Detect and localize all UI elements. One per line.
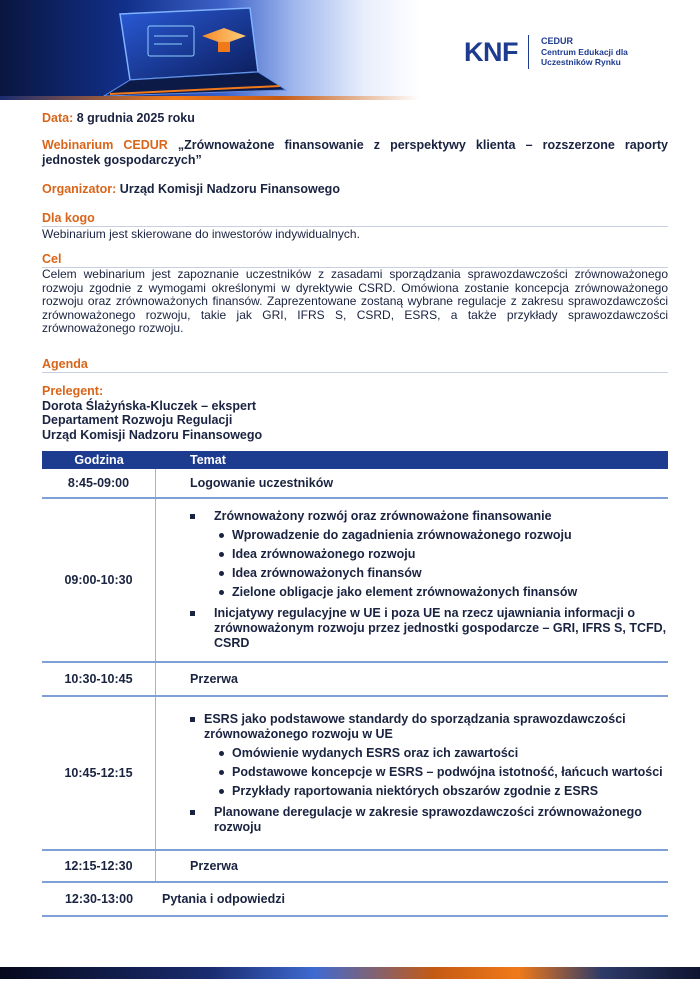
- table-row: [42, 499, 668, 663]
- sub-list-item-text: Idea zrównoważonych finansów: [232, 566, 422, 580]
- dot-bullet-icon: [219, 770, 224, 775]
- list-item-text: ESRS jako podstawowe standardy do sporządzania sprawozdawczości zrównoważonego rozwoju w UE: [204, 711, 626, 741]
- agenda-heading: Agenda: [42, 357, 668, 373]
- date-value: 8 grudnia 2025 roku: [76, 111, 195, 125]
- list-item-text: Zrównoważony rozwój oraz zrównoważone finansowanie: [214, 509, 552, 523]
- sub-list-item-text: Przykłady raportowania niektórych obszarów zgodnie z ESRS: [232, 783, 599, 798]
- speaker-block: [42, 384, 262, 442]
- sub-list-item: [156, 585, 668, 600]
- sub-list-item: [156, 547, 668, 562]
- row-time: 10:45-12:15: [42, 697, 156, 849]
- organizer-value: Urząd Komisji Nadzoru Finansowego: [119, 182, 340, 196]
- list-item-text: Inicjatywy regulacyjne w UE i poza UE na rzecz ujawniania informacji o zrównoważonym rozwoju przez jednostki gospodarcze – GRI, IFRS S, TCFD, CSRD: [214, 606, 667, 650]
- speaker-label: Prelegent:: [42, 384, 104, 398]
- table-row: [42, 697, 668, 851]
- webinar-title-text: „Zrównoważone finansowanie z perspektywy klienta – rozszerzone raporty jednostek gospodarczych”: [42, 138, 668, 167]
- dot-bullet-icon: [219, 552, 224, 557]
- dot-bullet-icon: [219, 789, 224, 794]
- sub-list-item-text: Omówienie wydanych ESRS oraz ich zawartości: [232, 745, 519, 760]
- organizer: [42, 182, 340, 196]
- sub-list-item: [156, 566, 668, 581]
- sub-list-item: [156, 765, 668, 780]
- table-row: [42, 883, 668, 917]
- row-topic: Przerwa: [190, 859, 238, 873]
- knf-logo: [464, 34, 628, 70]
- agenda-table-header: [42, 451, 668, 469]
- dot-bullet-icon: [219, 751, 224, 756]
- knf-logo-mark: KNF: [464, 36, 518, 67]
- table-row: [42, 469, 668, 499]
- dot-bullet-icon: [219, 571, 224, 576]
- event-date: [42, 111, 195, 125]
- cedur-line-1: Centrum Edukacji dla: [541, 46, 628, 57]
- row-topic: Przerwa: [190, 672, 238, 686]
- sub-list-item: [156, 528, 668, 543]
- sub-list-item-text: Wprowadzenie do zagadnienia zrównoważonego rozwoju: [232, 528, 572, 542]
- header-stripe: [0, 96, 700, 100]
- sub-list-item: [156, 784, 668, 799]
- cedur-line-2: Uczestników Rynku: [541, 57, 621, 68]
- logo-divider: [528, 35, 529, 69]
- sub-list-item-text: Zielone obligacje jako element zrównoważonych finansów: [232, 585, 578, 599]
- goal-heading: Cel: [42, 252, 668, 268]
- square-bullet-icon: [190, 611, 195, 616]
- audience-heading: Dla kogo: [42, 211, 668, 227]
- square-bullet-icon: [190, 514, 195, 519]
- row-time: 10:30-10:45: [42, 663, 156, 695]
- row-time: 09:00-10:30: [42, 499, 156, 661]
- agenda-table: [42, 451, 668, 917]
- column-header-topic: Temat: [190, 453, 226, 467]
- audience-text: Webinarium jest skierowane do inwestorów indywidualnych.: [42, 227, 360, 241]
- laptop-illustration: [90, 6, 290, 98]
- date-label: Data:: [42, 111, 74, 125]
- organizer-label: Organizator:: [42, 182, 117, 196]
- dot-bullet-icon: [219, 590, 224, 595]
- row-topic: [156, 499, 668, 661]
- row-topic: Logowanie uczestników: [190, 476, 334, 490]
- webinar-label: Webinarium CEDUR: [42, 138, 168, 152]
- goal-text: Celem webinarium jest zapoznanie uczestników z zasadami sporządzania sprawozdawczości zrównoważonego rozwoju zgodnie z wymogami określonymi w dyrektywie CSRD. Omówiona zostanie koncepcja zrównoważonego rozwoju oraz zrównoważonych finansów. Zaprezentowane zostaną wybrane regulacje z zakresu sprawozdawczości zrównoważonego rozwoju, takie jak GRI, IFRS S, CSRD, ESRS, a także przykłady sprawozdawczości zrównoważonego rozwoju.: [42, 267, 668, 336]
- cedur-logo-text: [541, 36, 628, 68]
- speaker-office: Urząd Komisji Nadzoru Finansowego: [42, 427, 263, 442]
- footer-bar: [0, 967, 700, 979]
- dot-bullet-icon: [219, 533, 224, 538]
- list-item: [156, 805, 668, 835]
- table-row: [42, 663, 668, 697]
- row-topic: [156, 697, 668, 849]
- speaker-department: Departament Rozwoju Regulacji: [42, 413, 233, 427]
- table-row: [42, 851, 668, 883]
- sub-list-item-text: Podstawowe koncepcje w ESRS – podwójna istotność, łańcuch wartości: [232, 764, 663, 779]
- row-time: 12:15-12:30: [42, 851, 156, 881]
- row-topic: Pytania i odpowiedzi: [162, 892, 285, 906]
- row-time: 8:45-09:00: [42, 469, 156, 497]
- list-item-text: Planowane deregulacje w zakresie sprawozdawczości zrównoważonego rozwoju: [214, 804, 642, 834]
- webinar-title: [42, 138, 668, 168]
- page-header: [0, 0, 700, 100]
- sub-list-item-text: Idea zrównoważonego rozwoju: [232, 547, 416, 561]
- square-bullet-icon: [190, 717, 195, 722]
- square-bullet-icon: [190, 810, 195, 815]
- cedur-label: CEDUR: [541, 36, 574, 47]
- list-item: [156, 509, 668, 524]
- sub-list-item: [156, 746, 668, 761]
- list-item: [156, 712, 668, 742]
- speaker-name: Dorota Ślażyńska-Kluczek – ekspert: [42, 398, 256, 413]
- row-time: 12:30-13:00: [64, 892, 134, 906]
- list-item: [156, 606, 668, 651]
- column-header-time: Godzina: [74, 453, 124, 467]
